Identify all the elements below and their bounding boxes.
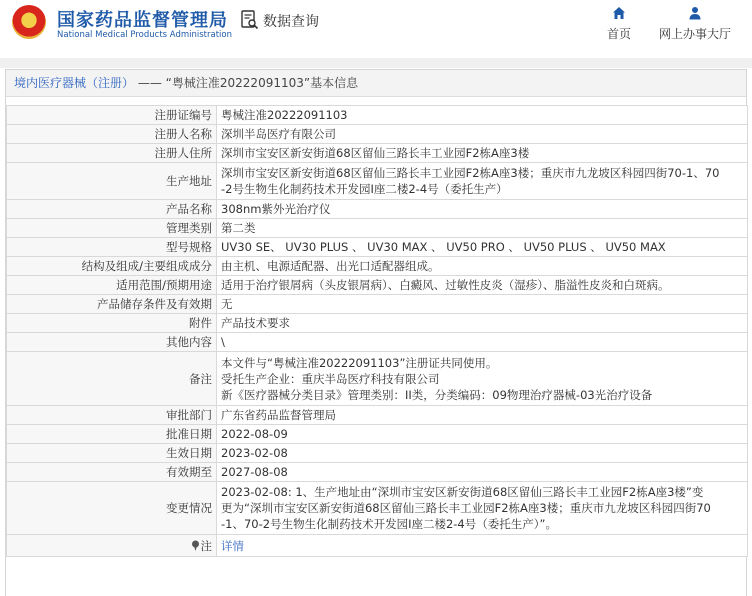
table-row	[7, 314, 748, 333]
note-value	[217, 535, 748, 557]
field-value	[217, 425, 748, 444]
field-value-line: 更为“深圳市宝安区新安街道68区留仙三路长丰工业园F2栋A座3楼；重庆市九龙坡区科园四街70	[221, 501, 711, 515]
header-separator	[0, 58, 752, 68]
note-row	[7, 535, 748, 557]
home-icon	[612, 6, 626, 20]
device-info-panel	[5, 69, 747, 596]
breadcrumb	[6, 70, 746, 97]
field-value	[217, 219, 748, 238]
table-row	[7, 406, 748, 425]
data-query-label: 数据查询	[263, 14, 319, 30]
field-value	[217, 276, 748, 295]
field-value	[217, 163, 748, 200]
field-value	[217, 106, 748, 125]
field-label: 批准日期	[7, 425, 217, 444]
field-value-line: 广东省药品监督管理局	[221, 408, 336, 422]
field-label: 附件	[7, 314, 217, 333]
nav-home-label: 首页	[606, 27, 631, 41]
field-value-line: UV30 SE、 UV30 PLUS 、 UV30 MAX 、 UV50 PRO 、 UV50 PLUS 、 UV50 MAX	[221, 240, 666, 254]
field-value	[217, 352, 748, 406]
table-row	[7, 238, 748, 257]
field-label: 变更情况	[7, 482, 217, 535]
site-logo-subtitle: National Medical Products Administration	[57, 30, 232, 40]
field-value	[217, 314, 748, 333]
field-value	[217, 406, 748, 425]
field-value-line: \	[221, 335, 225, 349]
note-label: 注	[200, 538, 212, 553]
field-value-line: 适用于治疗银屑病（头皮银屑病）、白癜风、过敏性皮炎（湿疹）、脂溢性皮炎和白斑病。	[221, 278, 670, 292]
breadcrumb-category-link[interactable]: 境内医疗器械（注册）	[14, 76, 135, 90]
breadcrumb-record-title: “粤械注准20222091103”基本信息	[165, 76, 359, 90]
field-value-line: 深圳市宝安区新安街道68区留仙三路长丰工业园F2栋A座3楼；重庆市九龙坡区科园四街70-1、70	[221, 166, 720, 180]
field-value	[217, 333, 748, 352]
field-value-line: 308nm紫外光治疗仪	[221, 202, 331, 216]
search-document-icon	[241, 10, 259, 30]
field-label: 注册证编号	[7, 106, 217, 125]
table-row	[7, 425, 748, 444]
table-row	[7, 482, 748, 535]
table-row	[7, 295, 748, 314]
field-value-line: 第二类	[221, 221, 256, 235]
table-row	[7, 106, 748, 125]
site-logo-title[interactable]: 国家药品监督管理局	[57, 10, 228, 31]
field-value-line: 2023-02-08	[221, 446, 288, 460]
field-value	[217, 125, 748, 144]
note-label-cell	[7, 535, 217, 557]
field-label: 管理类别	[7, 219, 217, 238]
table-row	[7, 463, 748, 482]
field-value-line: -1、70-2号生物生化制药技术开发园Ⅰ座二楼2-4号（委托生产）”。	[221, 517, 557, 531]
field-value-line: 由主机、电源适配器、出光口适配器组成。	[221, 259, 440, 273]
field-value	[217, 295, 748, 314]
field-value-line: -2号生物生化制药技术开发园Ⅰ座二楼2-4号（委托生产）	[221, 182, 508, 196]
field-value	[217, 238, 748, 257]
field-label: 生产地址	[7, 163, 217, 200]
table-row	[7, 333, 748, 352]
field-value	[217, 257, 748, 276]
field-value	[217, 200, 748, 219]
field-value-line: 深圳市宝安区新安街道68区留仙三路长丰工业园F2栋A座3楼	[221, 146, 530, 160]
table-row	[7, 125, 748, 144]
field-label: 注册人名称	[7, 125, 217, 144]
field-value-line: 受托生产企业：重庆半岛医疗科技有限公司	[221, 371, 440, 386]
field-value-line: 产品技术要求	[221, 316, 290, 330]
nav-online-office[interactable]	[657, 6, 733, 46]
site-header	[0, 0, 752, 58]
field-value-line: 本文件与“粤械注准20222091103”注册证共同使用。	[221, 355, 498, 370]
field-label: 产品储存条件及有效期	[7, 295, 217, 314]
field-value	[217, 463, 748, 482]
breadcrumb-separator: ——	[137, 76, 162, 90]
field-value-line: 2022-08-09	[221, 427, 288, 441]
table-row	[7, 219, 748, 238]
field-label: 备注	[7, 352, 217, 406]
field-value	[217, 144, 748, 163]
person-icon	[688, 6, 702, 20]
field-label: 结构及组成/主要组成成分	[7, 257, 217, 276]
field-label: 有效期至	[7, 463, 217, 482]
national-emblem-icon[interactable]	[12, 5, 46, 39]
table-row	[7, 444, 748, 463]
field-value-line: 无	[221, 297, 233, 311]
field-value	[217, 482, 748, 535]
field-label: 适用范围/预期用途	[7, 276, 217, 295]
table-row	[7, 257, 748, 276]
pin-icon	[191, 540, 200, 551]
table-row	[7, 163, 748, 200]
field-label: 生效日期	[7, 444, 217, 463]
field-value-line: 2027-08-08	[221, 465, 288, 479]
field-label: 其他内容	[7, 333, 217, 352]
field-label: 产品名称	[7, 200, 217, 219]
field-value-line: 深圳半岛医疗有限公司	[221, 127, 336, 141]
field-value-line: 新《医疗器械分类目录》管理类别：II类，分类编码：09物理治疗器械-03光治疗设备	[221, 387, 653, 402]
field-label: 注册人住所	[7, 144, 217, 163]
field-label: 审批部门	[7, 406, 217, 425]
field-value	[217, 444, 748, 463]
table-row	[7, 276, 748, 295]
table-row	[7, 144, 748, 163]
nav-home[interactable]	[603, 6, 635, 46]
device-info-table	[6, 105, 748, 557]
field-value-line: 粤械注准20222091103	[221, 108, 348, 122]
details-link[interactable]: 详情	[221, 538, 244, 553]
table-row	[7, 200, 748, 219]
field-value-line: 2023-02-08: 1、生产地址由“深圳市宝安区新安街道68区留仙三路长丰工业园F2栋A座3楼”变	[221, 485, 704, 499]
table-row	[7, 352, 748, 406]
field-label: 型号规格	[7, 238, 217, 257]
nav-online-office-label: 网上办事大厅	[658, 27, 731, 41]
